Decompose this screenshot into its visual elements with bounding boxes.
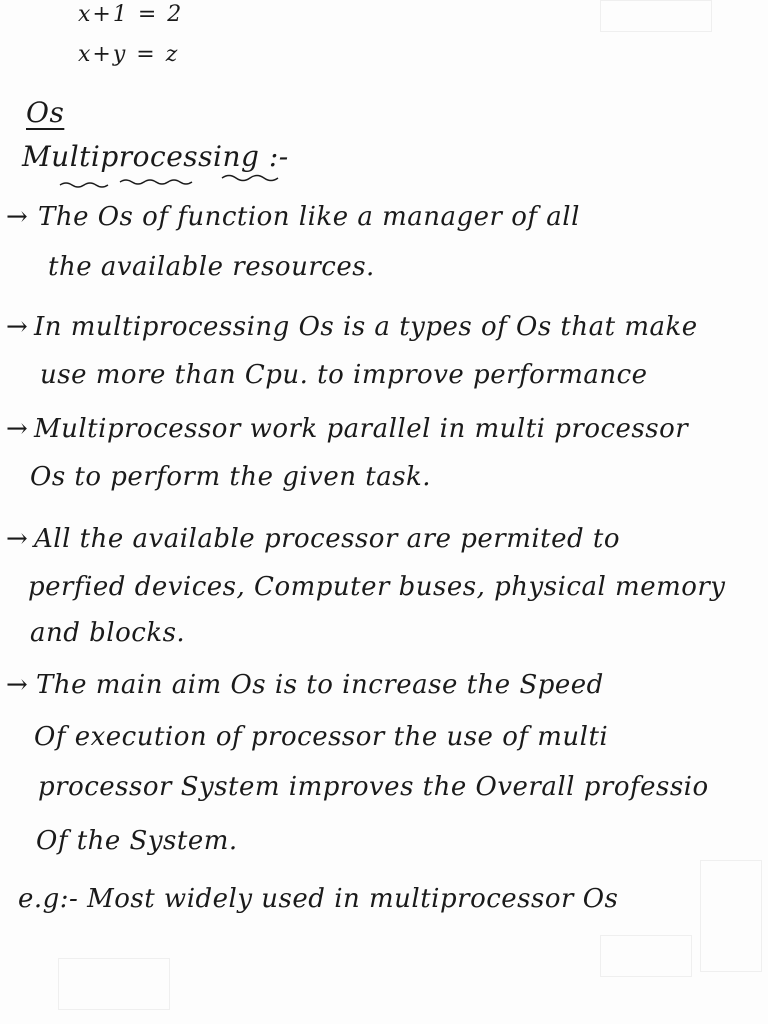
section-title: Os	[26, 96, 65, 129]
bullet-5-line-2: Of execution of processor the use of multi	[34, 722, 609, 752]
bullet-2-arrow: →	[6, 312, 29, 342]
bullet-2-line-1: In multiprocessing Os is a types of Os that make	[34, 312, 698, 342]
bullet-4-line-3: and blocks.	[30, 618, 186, 648]
bullet-3-line-2: Os to perform the given task.	[30, 462, 432, 492]
bullet-1-line-1: The Os of function like a manager of all	[38, 202, 580, 232]
bullet-1-arrow: →	[6, 202, 29, 232]
bullet-4-arrow: →	[6, 524, 29, 554]
equation-1: x+1 = 2	[78, 2, 184, 27]
bullet-1-line-2: the available resources.	[48, 252, 375, 282]
bullet-5-line-1: The main aim Os is to increase the Speed	[36, 670, 604, 700]
example-line: e.g:- Most widely used in multiprocessor Os	[18, 884, 619, 914]
bullet-4-line-1: All the available processor are permited to	[34, 524, 621, 554]
bullet-2-line-2: use more than Cpu. to improve performance	[40, 360, 648, 390]
page-heading: Multiprocessing :-	[22, 140, 289, 173]
bullet-4-line-2: perfied devices, Computer buses, physical memory	[28, 572, 726, 602]
bullet-5-arrow: →	[6, 670, 29, 700]
bullet-5-line-4: Of the System.	[36, 826, 238, 856]
bullet-3-line-1: Multiprocessor work parallel in multi processor	[34, 414, 689, 444]
bullet-3-arrow: →	[6, 414, 29, 444]
equation-2: x+y = z	[78, 42, 180, 67]
bullet-5-line-3: processor System improves the Overall professio	[38, 772, 709, 802]
